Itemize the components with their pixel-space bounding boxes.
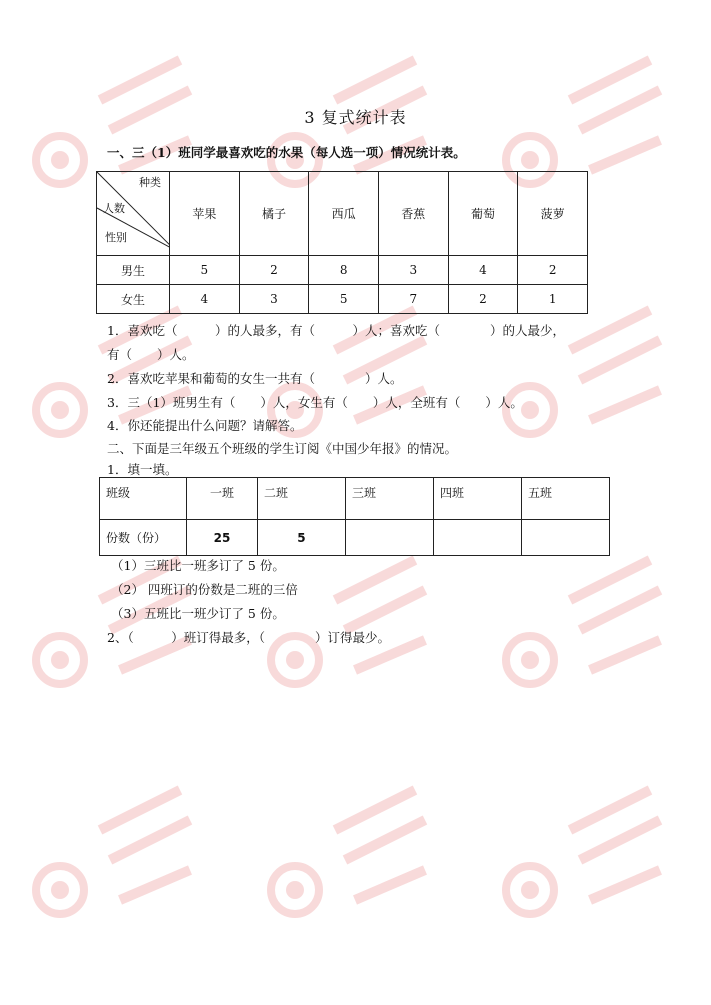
table-cell: 8: [309, 256, 379, 285]
table-cell: 5: [309, 285, 379, 314]
table-header-cell: 五班: [521, 478, 609, 520]
section2-sub: 1．填一填。: [107, 462, 178, 477]
watermark-logo: [490, 770, 680, 960]
table-header-cell: 葡萄: [448, 172, 518, 256]
row-label: 份数（份）: [100, 520, 187, 556]
table-header-cell: 西瓜: [309, 172, 379, 256]
table-row: [97, 285, 588, 314]
table-cell: 7: [378, 285, 448, 314]
watermark-logo: [490, 540, 680, 730]
table-cell: 4: [170, 285, 240, 314]
table-cell-blank[interactable]: [345, 520, 433, 556]
question-2-2: 2、（ ）班订得最多，（ ）订得最少。: [107, 630, 390, 645]
question-4: 4．你还能提出什么问题？请解答。: [107, 418, 303, 433]
fruit-preference-table: [96, 171, 588, 314]
corner-header-cell: [97, 172, 170, 256]
table-header-row: [100, 478, 610, 520]
table-cell: 25: [187, 520, 258, 556]
table-row: [100, 520, 610, 556]
row-label: 女生: [97, 285, 170, 314]
table-cell: 2: [239, 256, 309, 285]
table-header-cell: 三班: [345, 478, 433, 520]
section1-heading: 一、三（1）班同学最喜欢吃的水果（每人选一项）情况统计表。: [107, 145, 466, 160]
newspaper-subscription-table: [99, 477, 610, 556]
table-cell: 4: [448, 256, 518, 285]
question-2: 2．喜欢吃苹果和葡萄的女生一共有（ ）人。: [107, 371, 403, 386]
table-header-cell: 班级: [100, 478, 187, 520]
corner-label-gender: 性别: [105, 231, 127, 244]
question-1: 1．喜欢吃（ ）的人最多，有（ ）人；喜欢吃（ ）的人最少，: [107, 323, 565, 338]
question-3: 3．三（1）班男生有（ ）人，女生有（ ）人，全班有（ ）人。: [107, 395, 523, 410]
table-header-cell: 苹果: [170, 172, 240, 256]
watermark-logo: [255, 770, 445, 960]
table-cell: 3: [239, 285, 309, 314]
table-cell: 5: [170, 256, 240, 285]
table-cell: 2: [448, 285, 518, 314]
watermark-logo: [20, 770, 210, 960]
note-2: （2） 四班订的份数是二班的三倍: [111, 582, 298, 597]
table-header-row: [97, 172, 588, 256]
row-label: 男生: [97, 256, 170, 285]
table-header-cell: 四班: [433, 478, 521, 520]
question-1-cont: 有（ ）人。: [107, 347, 195, 362]
page-title: 3 复式统计表: [304, 108, 407, 127]
section2-heading: 二、下面是三年级五个班级的学生订阅《中国少年报》的情况。: [107, 441, 458, 456]
note-1: （1）三班比一班多订了 5 份。: [111, 558, 285, 573]
table-cell: 5: [257, 520, 345, 556]
table-cell: 3: [378, 256, 448, 285]
table-cell-blank[interactable]: [521, 520, 609, 556]
table-row: [97, 256, 588, 285]
table-header-cell: 橘子: [239, 172, 309, 256]
table-header-cell: 菠萝: [518, 172, 588, 256]
table-header-cell: 一班: [187, 478, 258, 520]
note-3: （3）五班比一班少订了 5 份。: [111, 606, 285, 621]
corner-label-category: 种类: [139, 176, 161, 189]
table-header-cell: 二班: [257, 478, 345, 520]
corner-label-count: 人数: [103, 202, 125, 215]
table-cell: 2: [518, 256, 588, 285]
table-cell-blank[interactable]: [433, 520, 521, 556]
table-header-cell: 香蕉: [378, 172, 448, 256]
watermark-logo: [490, 290, 680, 480]
table-cell: 1: [518, 285, 588, 314]
